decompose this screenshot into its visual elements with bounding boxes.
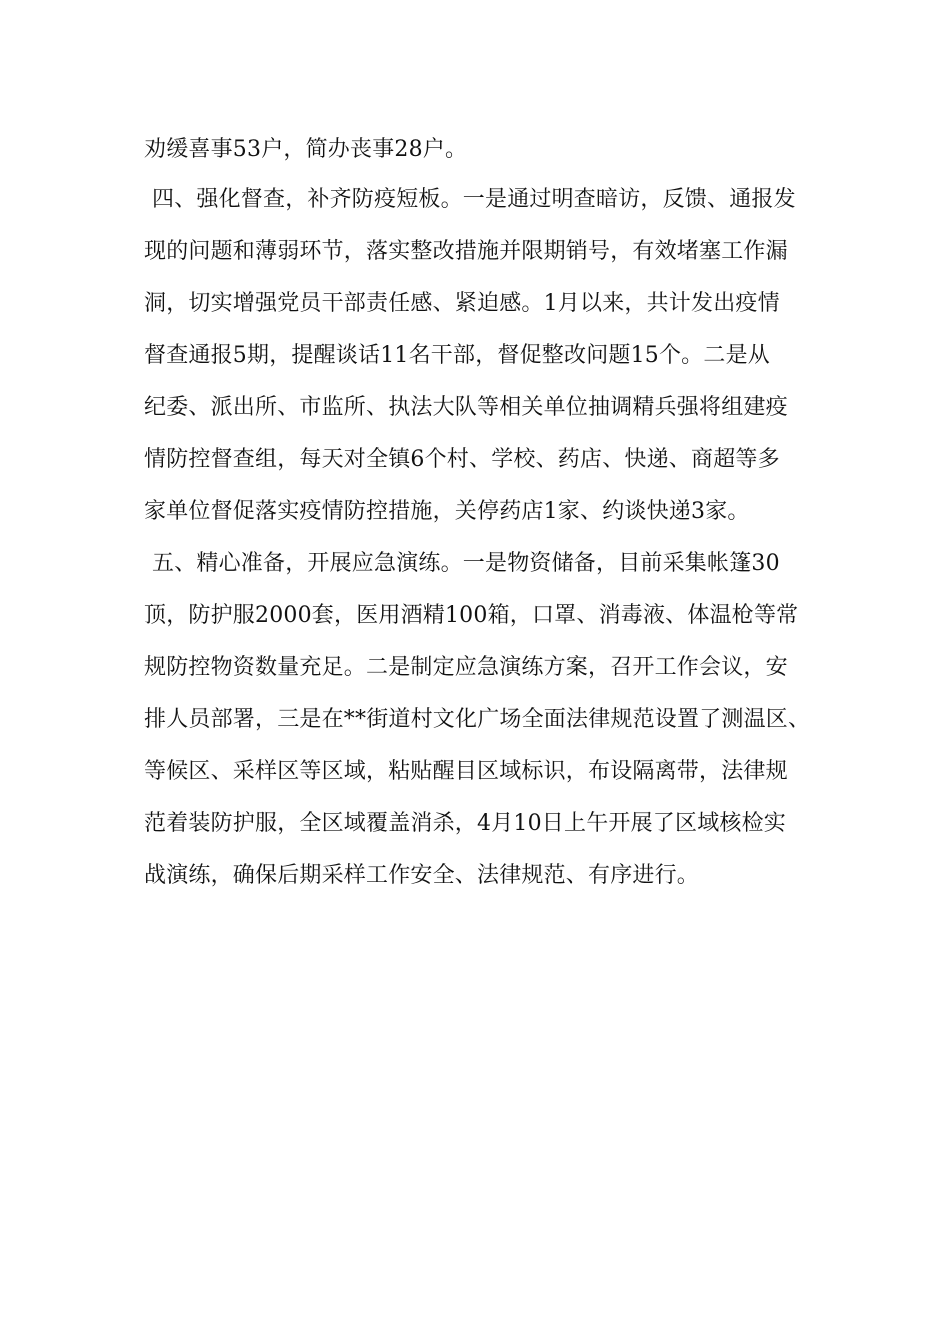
text-line: 现的问题和薄弱环节，落实整改措施并限期销号，有效堵塞工作漏 bbox=[144, 239, 788, 264]
text-line: 洞，切实增强党员干部责任感、紧迫感。1月以来，共计发出疫情 bbox=[144, 291, 780, 316]
text-line: 劝缓喜事53户，简办丧事28户。 bbox=[144, 137, 468, 162]
text-line: 范着装防护服，全区域覆盖消杀，4月10日上午开展了区域核检实 bbox=[144, 811, 786, 836]
text-line: 排人员部署，三是在**街道村文化广场全面法律规范设置了测温区、 bbox=[144, 707, 811, 732]
text-line: 家单位督促落实疫情防控措施，关停药店1家、约谈快递3家。 bbox=[144, 499, 750, 524]
text-line: 情防控督查组，每天对全镇6个村、学校、药店、快递、商超等多 bbox=[144, 447, 780, 472]
section-heading-four: 四、强化督查，补齐防疫短板。一是通过明查暗访，反馈、通报发 bbox=[152, 187, 796, 212]
section-heading-five: 五、精心准备，开展应急演练。一是物资储备，目前采集帐篷30 bbox=[152, 551, 780, 576]
text-line: 顶，防护服2000套，医用酒精100箱，口罩、消毒液、体温枪等常 bbox=[144, 603, 799, 628]
text-line: 规防控物资数量充足。二是制定应急演练方案，召开工作会议，安 bbox=[144, 655, 788, 680]
text-line: 等候区、采样区等区域，粘贴醒目区域标识，布设隔离带，法律规 bbox=[144, 759, 788, 784]
text-line: 战演练，确保后期采样工作安全、法律规范、有序进行。 bbox=[144, 863, 700, 888]
text-line: 督查通报5期，提醒谈话11名干部，督促整改问题15个。二是从 bbox=[144, 343, 770, 368]
text-line: 纪委、派出所、市监所、执法大队等相关单位抽调精兵强将组建疫 bbox=[144, 395, 788, 420]
